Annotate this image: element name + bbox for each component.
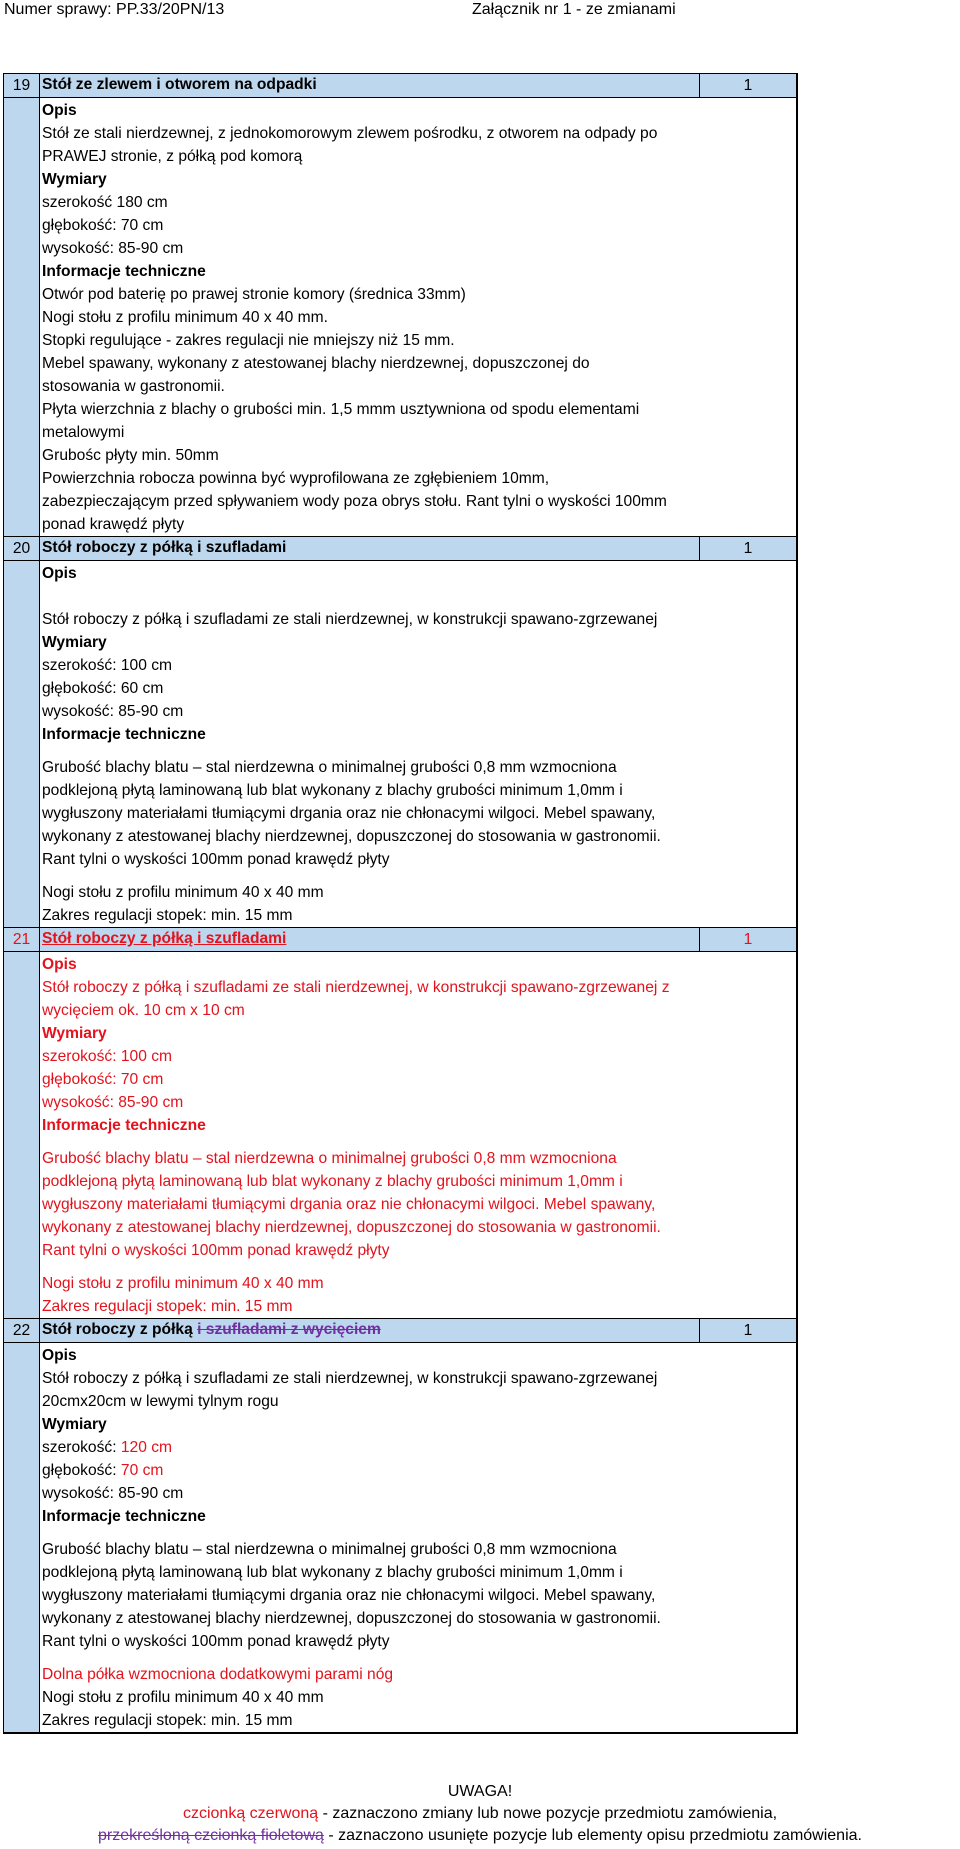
spacer bbox=[42, 1137, 716, 1147]
item-title bbox=[42, 74, 317, 97]
item-number: 22 bbox=[4, 1319, 40, 1342]
description-line: Mebel spawany, wykonany z atestowanej blachy nierdzewnej, dopuszczonej do bbox=[42, 355, 590, 372]
changed-value: 120 cm bbox=[120, 1439, 173, 1456]
section-heading: Wymiary bbox=[42, 634, 107, 651]
item-title bbox=[42, 1319, 381, 1342]
description-line: wykonany z atestowanej blachy nierdzewnej, dopuszczonej do stosowania w gastronomii. bbox=[42, 1610, 661, 1627]
item-title-text: Stół ze zlewem i otworem na odpadki bbox=[42, 76, 317, 93]
description-line: Rant tylni o wyskości 100mm ponad krawędź płyty bbox=[42, 1242, 390, 1259]
spacer bbox=[42, 1653, 716, 1663]
item-number-column bbox=[4, 952, 40, 1318]
description-line: Stół ze stali nierdzewnej, z jednokomorowym zlewem pośrodku, z otworem na odpady po bbox=[42, 125, 658, 142]
case-number: Numer sprawy: PP.33/20PN/13 bbox=[4, 1, 225, 18]
item-title-removed: i szufladami z wycięciem bbox=[197, 1321, 381, 1338]
description-line: wygłuszony materiałami tłumiącymi drgania oraz nie chłonacymi wilgoci. Mebel spawany, bbox=[42, 1587, 656, 1604]
item-title bbox=[42, 537, 286, 560]
item-number-column bbox=[4, 1343, 40, 1732]
item-header-row bbox=[3, 536, 796, 561]
section-heading: Informacje techniczne bbox=[42, 263, 206, 280]
description-line: szerokość 180 cm bbox=[42, 194, 168, 211]
empty-line bbox=[42, 585, 716, 608]
item-header-row bbox=[3, 927, 796, 952]
item-description-text bbox=[4, 561, 796, 927]
section-heading: Informacje techniczne bbox=[42, 1117, 206, 1134]
changed-line: Dolna półka wzmocniona dodatkowymi parami nóg bbox=[42, 1666, 394, 1683]
description-line: stosowania w gastronomii. bbox=[42, 378, 225, 395]
description-line: wysokość: 85-90 cm bbox=[42, 240, 184, 257]
description-line bbox=[42, 1436, 716, 1459]
description-line: Nogi stołu z profilu minimum 40 x 40 mm bbox=[42, 1689, 324, 1706]
description-line: wysokość: 85-90 cm bbox=[42, 703, 184, 720]
description-line: Stopki regulujące - zakres regulacji nie mniejszy niż 15 mm. bbox=[42, 332, 455, 349]
description-line: wykonany z atestowanej blachy nierdzewnej, dopuszczonej do stosowania w gastronomii. bbox=[42, 828, 661, 845]
item-quantity: 1 bbox=[699, 1319, 796, 1342]
section-heading: Wymiary bbox=[42, 171, 107, 188]
description-line: wysokość: 85-90 cm bbox=[42, 1094, 184, 1111]
item-description-text bbox=[4, 98, 796, 536]
section-heading: Informacje techniczne bbox=[42, 1508, 206, 1525]
item-description bbox=[3, 952, 796, 1318]
description-line: Zakres regulacji stopek: min. 15 mm bbox=[42, 1298, 293, 1315]
item-description bbox=[3, 1343, 796, 1732]
description-line: Zakres regulacji stopek: min. 15 mm bbox=[42, 1712, 293, 1729]
description-line: Stół roboczy z półką i szufladami ze stali nierdzewnej, w konstrukcji spawano-zgrzewanej bbox=[42, 1370, 658, 1387]
description-line: ponad krawędź płyty bbox=[42, 516, 185, 533]
spacer bbox=[42, 871, 716, 881]
description-line: Rant tylni o wyskości 100mm ponad krawędź płyty bbox=[42, 1633, 390, 1650]
description-line: głębokość: 70 cm bbox=[42, 1071, 164, 1088]
description-line: podklejoną płytą laminowaną lub blat wykonany z blachy grubości minimum 1,0mm i bbox=[42, 782, 623, 799]
description-line bbox=[42, 1459, 716, 1482]
description-line: wycięciem ok. 10 cm x 10 cm bbox=[42, 1002, 245, 1019]
description-line: Grubość blachy blatu – stal nierdzewna o minimalnej grubości 0,8 mm wzmocniona bbox=[42, 1541, 617, 1558]
item-quantity: 1 bbox=[699, 537, 796, 560]
item-quantity: 1 bbox=[699, 928, 796, 951]
item-title-text: Stół roboczy z półką i szufladami bbox=[42, 539, 287, 556]
item-number-column bbox=[4, 561, 40, 927]
description-line: Grubość blachy blatu – stal nierdzewna o minimalnej grubości 0,8 mm wzmocniona bbox=[42, 759, 617, 776]
description-line: wykonany z atestowanej blachy nierdzewnej, dopuszczonej do stosowania w gastronomii. bbox=[42, 1219, 661, 1236]
item-quantity: 1 bbox=[699, 74, 796, 97]
footer-title: UWAGA! bbox=[447, 1783, 513, 1800]
section-heading: Opis bbox=[42, 1347, 77, 1364]
description-label: szerokość: bbox=[42, 1439, 121, 1456]
description-line: wysokość: 85-90 cm bbox=[42, 1485, 184, 1502]
footer-red-legend bbox=[0, 1803, 960, 1825]
item-header-row bbox=[3, 73, 796, 98]
item-number: 20 bbox=[4, 537, 40, 560]
description-line: głębokość: 70 cm bbox=[42, 217, 164, 234]
description-line: głębokość: 60 cm bbox=[42, 680, 164, 697]
item-number-column bbox=[4, 98, 40, 536]
description-line: Nogi stołu z profilu minimum 40 x 40 mm bbox=[42, 1275, 324, 1292]
description-line: zabezpieczającym przed spływaniem wody poza obrys stołu. Rant tylni o wyskości 100mm bbox=[42, 493, 667, 510]
section-heading: Opis bbox=[42, 102, 77, 119]
spacer bbox=[42, 1262, 716, 1272]
description-line: wygłuszony materiałami tłumiącymi drgania oraz nie chłonacymi wilgoci. Mebel spawany, bbox=[42, 1196, 656, 1213]
description-line: Stół roboczy z półką i szufladami ze stali nierdzewnej, w konstrukcji spawano-zgrzewanej bbox=[42, 611, 658, 628]
items-table bbox=[3, 73, 798, 1734]
section-heading: Wymiary bbox=[42, 1025, 107, 1042]
description-line: Płyta wierzchnia z blachy o grubości min. 1,5 mmm usztywniona od spodu elementami bbox=[42, 401, 640, 418]
description-line: Grubość blachy blatu – stal nierdzewna o minimalnej grubości 0,8 mm wzmocniona bbox=[42, 1150, 617, 1167]
description-label: głębokość: bbox=[42, 1462, 121, 1479]
footer-struck-sample: przekreśloną czcionką fioletową bbox=[98, 1827, 324, 1844]
description-line: Stół roboczy z półką i szufladami ze stali nierdzewnej, w konstrukcji spawano-zgrzewanej z bbox=[42, 979, 670, 996]
description-line: szerokość: 100 cm bbox=[42, 657, 172, 674]
footer-note bbox=[0, 1781, 960, 1847]
description-line: Otwór pod baterię po prawej stronie komory (średnica 33mm) bbox=[42, 286, 466, 303]
item-description-text bbox=[4, 952, 796, 1318]
section-heading: Opis bbox=[42, 956, 77, 973]
description-line: Zakres regulacji stopek: min. 15 mm bbox=[42, 907, 293, 924]
footer-struck-legend bbox=[0, 1825, 960, 1847]
description-line: 20cmx20cm w lewymi tylnym rogu bbox=[42, 1393, 279, 1410]
section-heading: Informacje techniczne bbox=[42, 726, 206, 743]
section-heading: Opis bbox=[42, 565, 77, 582]
description-line: PRAWEJ stronie, z półką pod komorą bbox=[42, 148, 303, 165]
item-description-text bbox=[4, 1343, 796, 1732]
item-number: 21 bbox=[4, 928, 40, 951]
footer-struck-desc: - zaznaczono usunięte pozycje lub elementy opisu przedmiotu zamówienia. bbox=[323, 1827, 862, 1844]
item-title bbox=[42, 928, 286, 951]
footer-red-desc: - zaznaczono zmiany lub nowe pozycje przedmiotu zamówienia, bbox=[318, 1805, 778, 1822]
changed-value: 70 cm bbox=[120, 1462, 164, 1479]
spacer bbox=[42, 746, 716, 756]
description-line: metalowymi bbox=[42, 424, 125, 441]
description-line: Grubośc płyty min. 50mm bbox=[42, 447, 219, 464]
item-header-row bbox=[3, 1318, 796, 1343]
description-line: Nogi stołu z profilu minimum 40 x 40 mm bbox=[42, 884, 324, 901]
description-line: szerokość: 100 cm bbox=[42, 1048, 172, 1065]
attachment-label: Załącznik nr 1 - ze zmianami bbox=[472, 1, 676, 18]
description-line: Rant tylni o wyskości 100mm ponad krawędź płyty bbox=[42, 851, 390, 868]
item-description bbox=[3, 561, 796, 927]
description-line: wygłuszony materiałami tłumiącymi drgania oraz nie chłonacymi wilgoci. Mebel spawany, bbox=[42, 805, 656, 822]
description-line: Powierzchnia robocza powinna być wyprofilowana ze zgłębieniem 10mm, bbox=[42, 470, 550, 487]
section-heading: Wymiary bbox=[42, 1416, 107, 1433]
item-number: 19 bbox=[4, 74, 40, 97]
item-title-text: Stół roboczy z półką bbox=[42, 1321, 193, 1338]
footer-red-sample: czcionką czerwoną bbox=[182, 1805, 319, 1822]
description-line: Nogi stołu z profilu minimum 40 x 40 mm. bbox=[42, 309, 328, 326]
spacer bbox=[42, 1528, 716, 1538]
item-title-text: Stół roboczy z półką i szufladami bbox=[42, 930, 287, 947]
description-line: podklejoną płytą laminowaną lub blat wykonany z blachy grubości minimum 1,0mm i bbox=[42, 1173, 623, 1190]
description-line: podklejoną płytą laminowaną lub blat wykonany z blachy grubości minimum 1,0mm i bbox=[42, 1564, 623, 1581]
item-description bbox=[3, 98, 796, 536]
